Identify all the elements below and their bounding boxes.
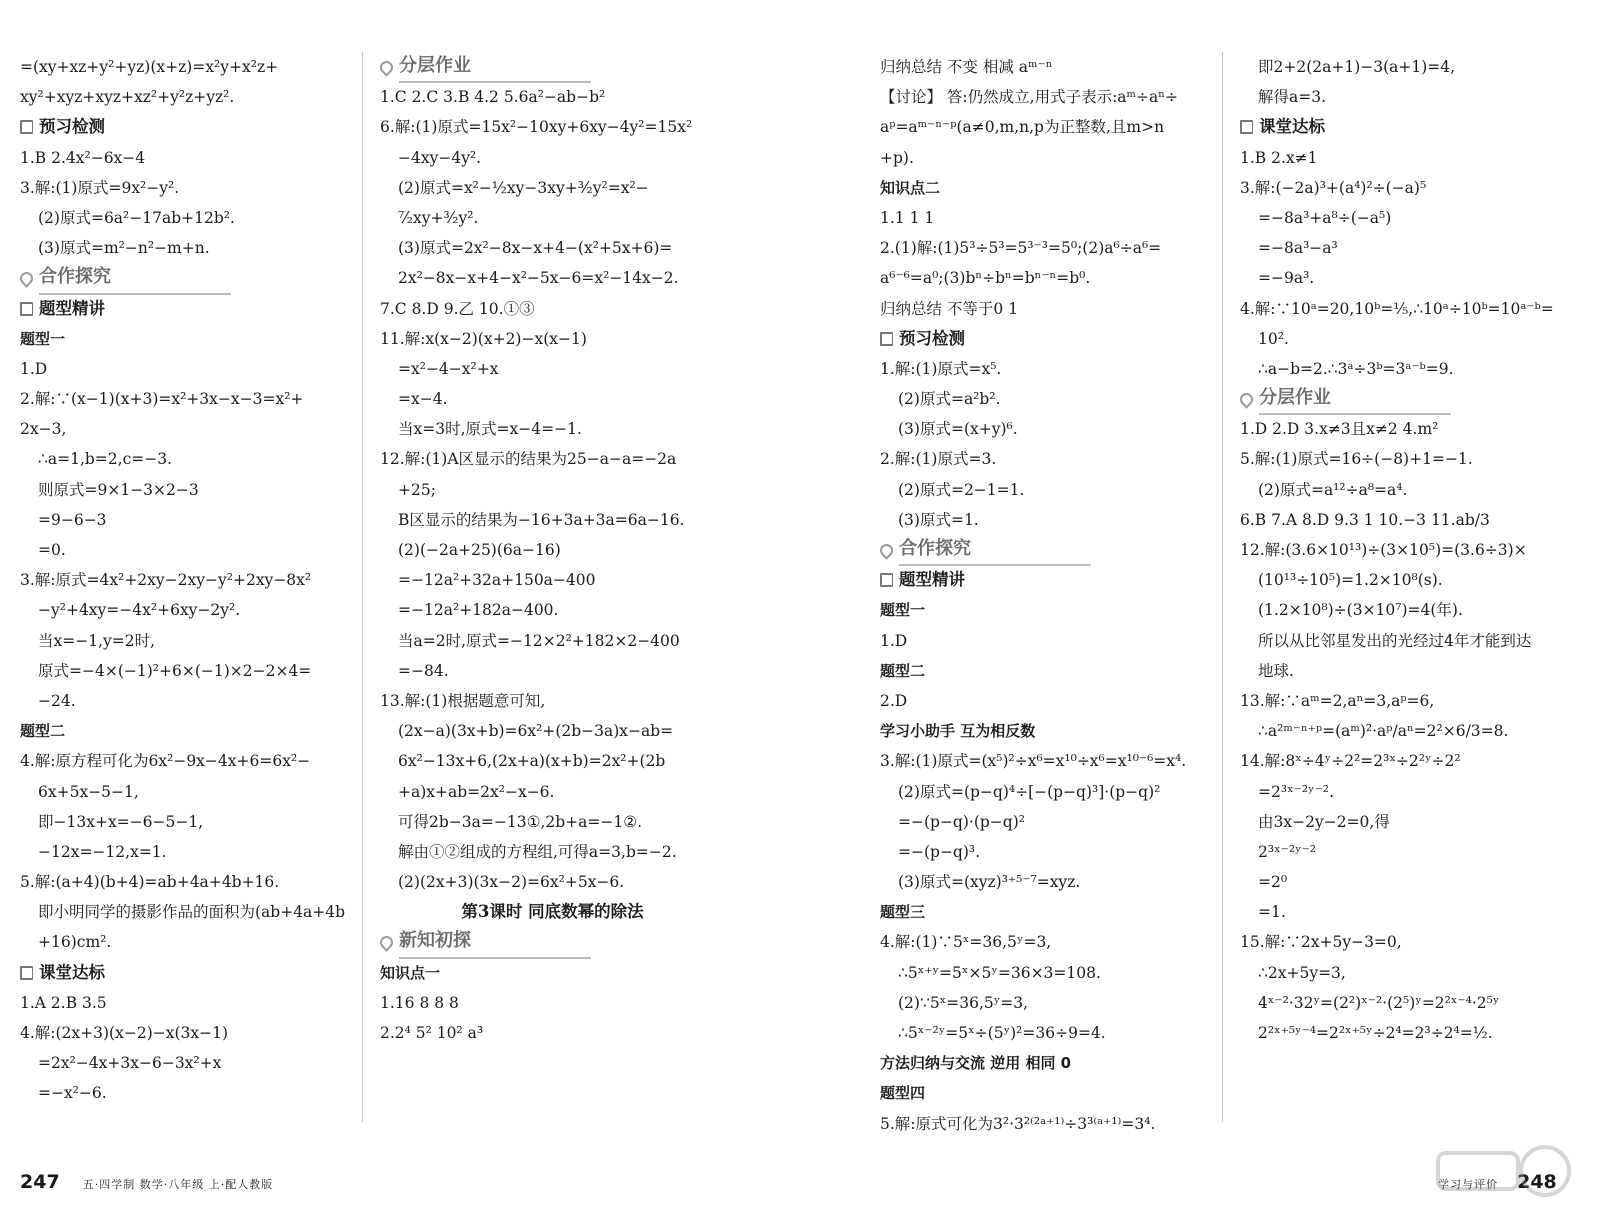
answer-line: =1. (1258, 903, 1286, 922)
drop-icon (377, 933, 395, 951)
answer-line: (3)原式=m²−n²−m+n. (38, 239, 210, 258)
label-line: 学习小助手 互为相反数 (880, 722, 1036, 741)
heading-text: 题型精讲 (899, 570, 965, 590)
section-heading (1240, 384, 1585, 414)
label-line: 题型二 (880, 661, 926, 680)
book-icon (880, 573, 893, 587)
lesson-title: 第3课时 同底数幂的除法 (461, 902, 644, 922)
answer-line: 2³ˣ⁻²ʸ⁻² (1258, 842, 1316, 861)
left-page-number: 247 (20, 1171, 60, 1193)
answer-line: −24. (38, 691, 76, 710)
answer-line: 5.解:(1)原式=16÷(−8)+1=−1. (1240, 450, 1473, 469)
heading-text: 合作探究 (899, 534, 1091, 566)
answer-line: 1.解:(1)原式=x⁵. (880, 359, 1002, 378)
heading-text: 合作探究 (39, 262, 231, 294)
book-icon (1240, 120, 1253, 134)
answer-line: ∴a=1,b=2,c=−3. (38, 450, 173, 469)
answer-line: =2³ˣ⁻²ʸ⁻². (1258, 782, 1334, 801)
answer-line: =−8a³−a³ (1258, 239, 1338, 258)
answer-line: 当x=−1,y=2时, (38, 631, 156, 650)
answer-line: 1.1 1 1 (880, 208, 935, 227)
answer-line: 1.B 2.x≠1 (1240, 148, 1318, 167)
heading-text: 分层作业 (399, 51, 591, 83)
answer-line: 3.解:(1)原式=9x²−y². (20, 178, 180, 197)
answer-line: 当a=2时,原式=−12×2²+182×2−400 (398, 631, 680, 650)
answer-line: 4.解:(1)∵5ˣ=36,5ʸ=3, (880, 933, 1052, 952)
answer-line: 2.D (880, 691, 908, 710)
answer-line: 2.解:(1)原式=3. (880, 450, 997, 469)
right-page-number: 248 (1517, 1171, 1557, 1193)
answer-line: (2)原式=a²b². (898, 390, 1001, 409)
answer-line: ∴5ˣ⁺ʸ=5ˣ×5ʸ=36×3=108. (898, 963, 1101, 982)
label-line: 题型三 (880, 903, 926, 922)
answer-line: 解得a=3. (1258, 88, 1327, 107)
drop-icon (17, 269, 35, 287)
answer-line: ∴2x+5y=3, (1258, 963, 1346, 982)
heading-text: 分层作业 (1259, 383, 1451, 415)
answer-line: (2)原式=a¹²÷a⁸=a⁴. (1258, 480, 1408, 499)
heading-text: 新知初探 (399, 926, 591, 958)
answer-line: 3.解:(1)原式=(x⁵)²÷x⁶=x¹⁰÷x⁶=x¹⁰⁻⁶=x⁴. (880, 752, 1187, 771)
heading-text: 预习检测 (899, 328, 965, 348)
answer-line: (2x−a)(3x+b)=6x²+(2b−3a)x−ab= (398, 722, 674, 741)
answer-line: =9−6−3 (38, 510, 107, 529)
answer-line: (2)原式=6a²−17ab+12b². (38, 208, 235, 227)
answer-line: (3)原式=(x+y)⁶. (898, 420, 1018, 439)
answer-line: 1.A 2.B 3.5 (20, 993, 107, 1012)
answer-line: 即小明同学的摄影作品的面积为(ab+4a+4b (38, 903, 346, 922)
column-divider (362, 52, 363, 1122)
answer-line: 可得2b−3a=−13①,2b+a=−1②. (398, 812, 643, 831)
answer-line: 5.解:原式可化为3²·3²⁽²ᵃ⁺¹⁾÷3³⁽ᵃ⁺¹⁾=3⁴. (880, 1114, 1156, 1133)
answer-line: 则原式=9×1−3×2−3 (38, 480, 199, 499)
answer-line: 12.解:(3.6×10¹³)÷(3×10⁵)=(3.6÷3)× (1240, 541, 1527, 559)
answer-line: =−(p−q)·(p−q)² (898, 812, 1025, 831)
answer-line: 1.C 2.C 3.B 4.2 5.6a²−ab−b² (380, 88, 606, 107)
answer-line: (2)原式=x²−½xy−3xy+³⁄₂y²=x²− (398, 178, 649, 197)
label-line: 题型二 (20, 722, 66, 741)
answer-line: 1.D 2.D 3.x≠3且x≠2 4.m² (1240, 420, 1439, 439)
answer-line: 15.解:∵2x+5y−3=0, (1240, 933, 1402, 952)
answer-line: −y²+4xy=−4x²+6xy−2y². (38, 601, 241, 620)
answer-line: 6x²−13x+6,(2x+a)(x+b)=2x²+(2b (398, 752, 666, 771)
answer-line: 14.解:8ˣ÷4ʸ÷2²=2³ˣ÷2²ʸ÷2² (1240, 752, 1461, 771)
drop-icon (377, 58, 395, 76)
heading-text: 题型精讲 (39, 298, 105, 318)
sub-heading (880, 565, 1220, 595)
answer-line: 1.16 8 8 8 (380, 993, 459, 1012)
answer-line: 2.2⁴ 5² 10² a³ (380, 1024, 484, 1042)
sub-heading (1240, 112, 1585, 142)
answer-line: (2)∵5ˣ=36,5ʸ=3, (898, 993, 1029, 1012)
section-heading (380, 927, 725, 957)
answer-line: (2)(2x+3)(3x−2)=6x²+5x−6. (398, 873, 625, 892)
answer-line: 6x+5x−5−1, (38, 782, 139, 801)
answer-line: ∴5ˣ⁻²ʸ=5ˣ÷(5ʸ)²=36÷9=4. (898, 1024, 1106, 1042)
sub-heading (880, 324, 1220, 354)
answer-line: 4ˣ⁻²·32ʸ=(2²)ˣ⁻²·(2⁵)ʸ=2²ˣ⁻⁴·2⁵ʸ (1258, 993, 1500, 1012)
column-1 (20, 52, 360, 1109)
answer-line: (2)(−2a+25)(6a−16) (398, 541, 561, 559)
answer-line: +25; (398, 480, 436, 499)
answer-line: 归纳总结 不等于0 1 (880, 299, 1019, 318)
answer-line: 【讨论】 答:仍然成立,用式子表示:aᵐ÷aⁿ÷ (880, 88, 1178, 107)
section-heading (880, 535, 1220, 565)
sub-heading (20, 294, 360, 324)
answer-line: 3.解:原式=4x²+2xy−2xy−y²+2xy−8x² (20, 571, 312, 590)
label-line: 题型四 (880, 1084, 926, 1103)
answer-line: 所以从比邻星发出的光经过4年才能到达 (1258, 631, 1532, 650)
drop-icon (877, 541, 895, 559)
answer-line: 12.解:(1)A区显示的结果为25−a−a=−2a (380, 450, 677, 469)
book-icon (20, 120, 33, 134)
answer-line: (2)原式=2−1=1. (898, 480, 1025, 499)
answer-line: =−84. (398, 661, 449, 680)
answer-line: =−9a³. (1258, 269, 1315, 288)
answer-line: (3)原式=(xyz)³⁺⁵⁻⁷=xyz. (898, 873, 1081, 892)
left-book-title: 五·四学制 数学·八年级 上·配人教版 (82, 1178, 274, 1191)
answer-line: ⁷⁄₂xy+³⁄₂y². (398, 208, 479, 227)
answer-line: 2.解:∵(x−1)(x+3)=x²+3x−x−3=x²+ (20, 390, 304, 409)
answer-line: 5.解:(a+4)(b+4)=ab+4a+4b+16. (20, 873, 280, 892)
label-line: 方法归纳与交流 逆用 相同 0 (880, 1054, 1072, 1073)
sub-heading (20, 112, 360, 142)
answer-line: xy²+xyz+xyz+xz²+y²z+yz². (20, 88, 235, 107)
answer-line: =(xy+xz+y²+yz)(x+z)=x²y+x²z+ (20, 58, 279, 76)
label-line: 知识点二 (880, 178, 941, 197)
book-icon (20, 302, 33, 316)
answer-line: (10¹³÷10⁵)=1.2×10⁸(s). (1258, 571, 1443, 590)
sub-heading (20, 958, 360, 988)
answer-line: =0. (38, 541, 66, 559)
answer-line: 当x=3时,原式=x−4=−1. (398, 420, 582, 439)
answer-line: 2x−3, (20, 420, 67, 439)
answer-line: =−12a²+182a−400. (398, 601, 559, 620)
answer-line: =−8a³+a⁸÷(−a⁵) (1258, 208, 1392, 227)
column-divider (1222, 52, 1223, 1122)
answer-line: 4.解:(2x+3)(x−2)−x(3x−1) (20, 1024, 229, 1042)
answer-line: 7.C 8.D 9.乙 10.①③ (380, 299, 535, 318)
heading-text: 课堂达标 (39, 962, 105, 982)
answer-line: 10². (1258, 329, 1289, 348)
answer-line: (3)原式=1. (898, 510, 979, 529)
left-footer (20, 1171, 273, 1193)
answer-line: =−(p−q)³. (898, 842, 981, 861)
column-2 (380, 52, 725, 1048)
answer-line: 6.解:(1)原式=15x²−10xy+6xy−4y²=15x² (380, 118, 693, 137)
answer-line: 1.D (20, 359, 48, 378)
answer-line: B区显示的结果为−16+3a+3a=6a−16. (398, 510, 685, 529)
answer-line: 归纳总结 不变 相减 aᵐ⁻ⁿ (880, 58, 1053, 76)
column-3 (880, 52, 1220, 1139)
book-icon (20, 966, 33, 980)
answer-line: (2)原式=(p−q)⁴÷[−(p−q)³]·(p−q)² (898, 782, 1161, 801)
answer-line: 解由①②组成的方程组,可得a=3,b=−2. (398, 842, 677, 861)
column-4 (1240, 52, 1585, 1048)
answer-line: aᵖ=aᵐ⁻ⁿ⁻ᵖ(a≠0,m,n,p为正整数,且m>n (880, 118, 1165, 137)
label-line: 题型一 (880, 601, 926, 620)
answer-line: 由3x−2y−2=0,得 (1258, 812, 1390, 831)
answer-line: 1.D (880, 631, 908, 650)
answer-line: =2x²−4x+3x−6−3x²+x (38, 1054, 222, 1073)
answer-line: 地球. (1258, 661, 1294, 680)
heading-text: 课堂达标 (1259, 117, 1325, 137)
answer-line: 6.B 7.A 8.D 9.3 1 10.−3 11.ab/3 (1240, 510, 1490, 529)
section-heading (20, 263, 360, 293)
label-line: 题型一 (20, 329, 66, 348)
watermark-logo (1430, 1141, 1580, 1211)
answer-line: 4.解:∵10ᵃ=20,10ᵇ=⅕,∴10ᵃ÷10ᵇ=10ᵃ⁻ᵇ= (1240, 299, 1554, 318)
answer-line: 11.解:x(x−2)(x+2)−x(x−1) (380, 329, 587, 348)
answer-line: 3.解:(−2a)³+(a⁴)²÷(−a)⁵ (1240, 178, 1427, 197)
answer-line: 13.解:∵aᵐ=2,aⁿ=3,aᵖ=6, (1240, 691, 1435, 710)
book-icon (880, 332, 893, 346)
answer-line: 1.B 2.4x²−6x−4 (20, 148, 146, 167)
answer-line: 2²ˣ⁺⁵ʸ⁻⁴=2²ˣ⁺⁵ʸ÷2⁴=2³÷2⁴=½. (1258, 1024, 1493, 1042)
answer-line: 4.解:原方程可化为6x²−9x−4x+6=6x²− (20, 752, 311, 771)
answer-line: 2.(1)解:(1)5³÷5³=5³⁻³=5⁰;(2)a⁶÷a⁶= (880, 239, 1162, 258)
answer-line: =2⁰ (1258, 873, 1288, 892)
answer-line: 即−13x+x=−6−5−1, (38, 812, 204, 831)
answer-line: 原式=−4×(−1)²+6×(−1)×2−2×4= (38, 661, 312, 680)
answer-line: =−x²−6. (38, 1084, 107, 1103)
right-book-title: 学习与评价 (1438, 1178, 1498, 1191)
label-line: 知识点一 (380, 963, 441, 982)
answer-line: −4xy−4y². (398, 148, 482, 167)
answer-line: ∴a−b=2.∴3ᵃ÷3ᵇ=3ᵃ⁻ᵇ=9. (1258, 359, 1454, 378)
heading-text: 预习检测 (39, 117, 105, 137)
answer-line: (1.2×10⁸)÷(3×10⁷)=4(年). (1258, 601, 1463, 620)
answer-line: 即2+2(2a+1)−3(a+1)=4, (1258, 58, 1456, 76)
answer-line: +16)cm². (38, 933, 112, 952)
drop-icon (1237, 390, 1255, 408)
answer-line: 13.解:(1)根据题意可知, (380, 691, 546, 710)
answer-line: +p). (880, 148, 914, 167)
answer-line: (3)原式=2x²−8x−x+4−(x²+5x+6)= (398, 239, 673, 258)
answer-line: =−12a²+32a+150a−400 (398, 571, 596, 590)
answer-line: =x²−4−x²+x (398, 359, 499, 378)
answer-line: 2x²−8x−x+4−x²−5x−6=x²−14x−2. (398, 269, 679, 288)
answer-line: ∴a²ᵐ⁻ⁿ⁺ᵖ=(aᵐ)²·aᵖ/aⁿ=2²×6/3=8. (1258, 722, 1509, 741)
answer-line: =x−4. (398, 390, 448, 409)
answer-line: a⁶⁻⁶=a⁰;(3)bⁿ÷bⁿ=bⁿ⁻ⁿ=b⁰. (880, 269, 1091, 288)
answer-line: −12x=−12,x=1. (38, 842, 167, 861)
section-heading (380, 52, 725, 82)
answer-line: +a)x+ab=2x²−x−6. (398, 782, 555, 801)
